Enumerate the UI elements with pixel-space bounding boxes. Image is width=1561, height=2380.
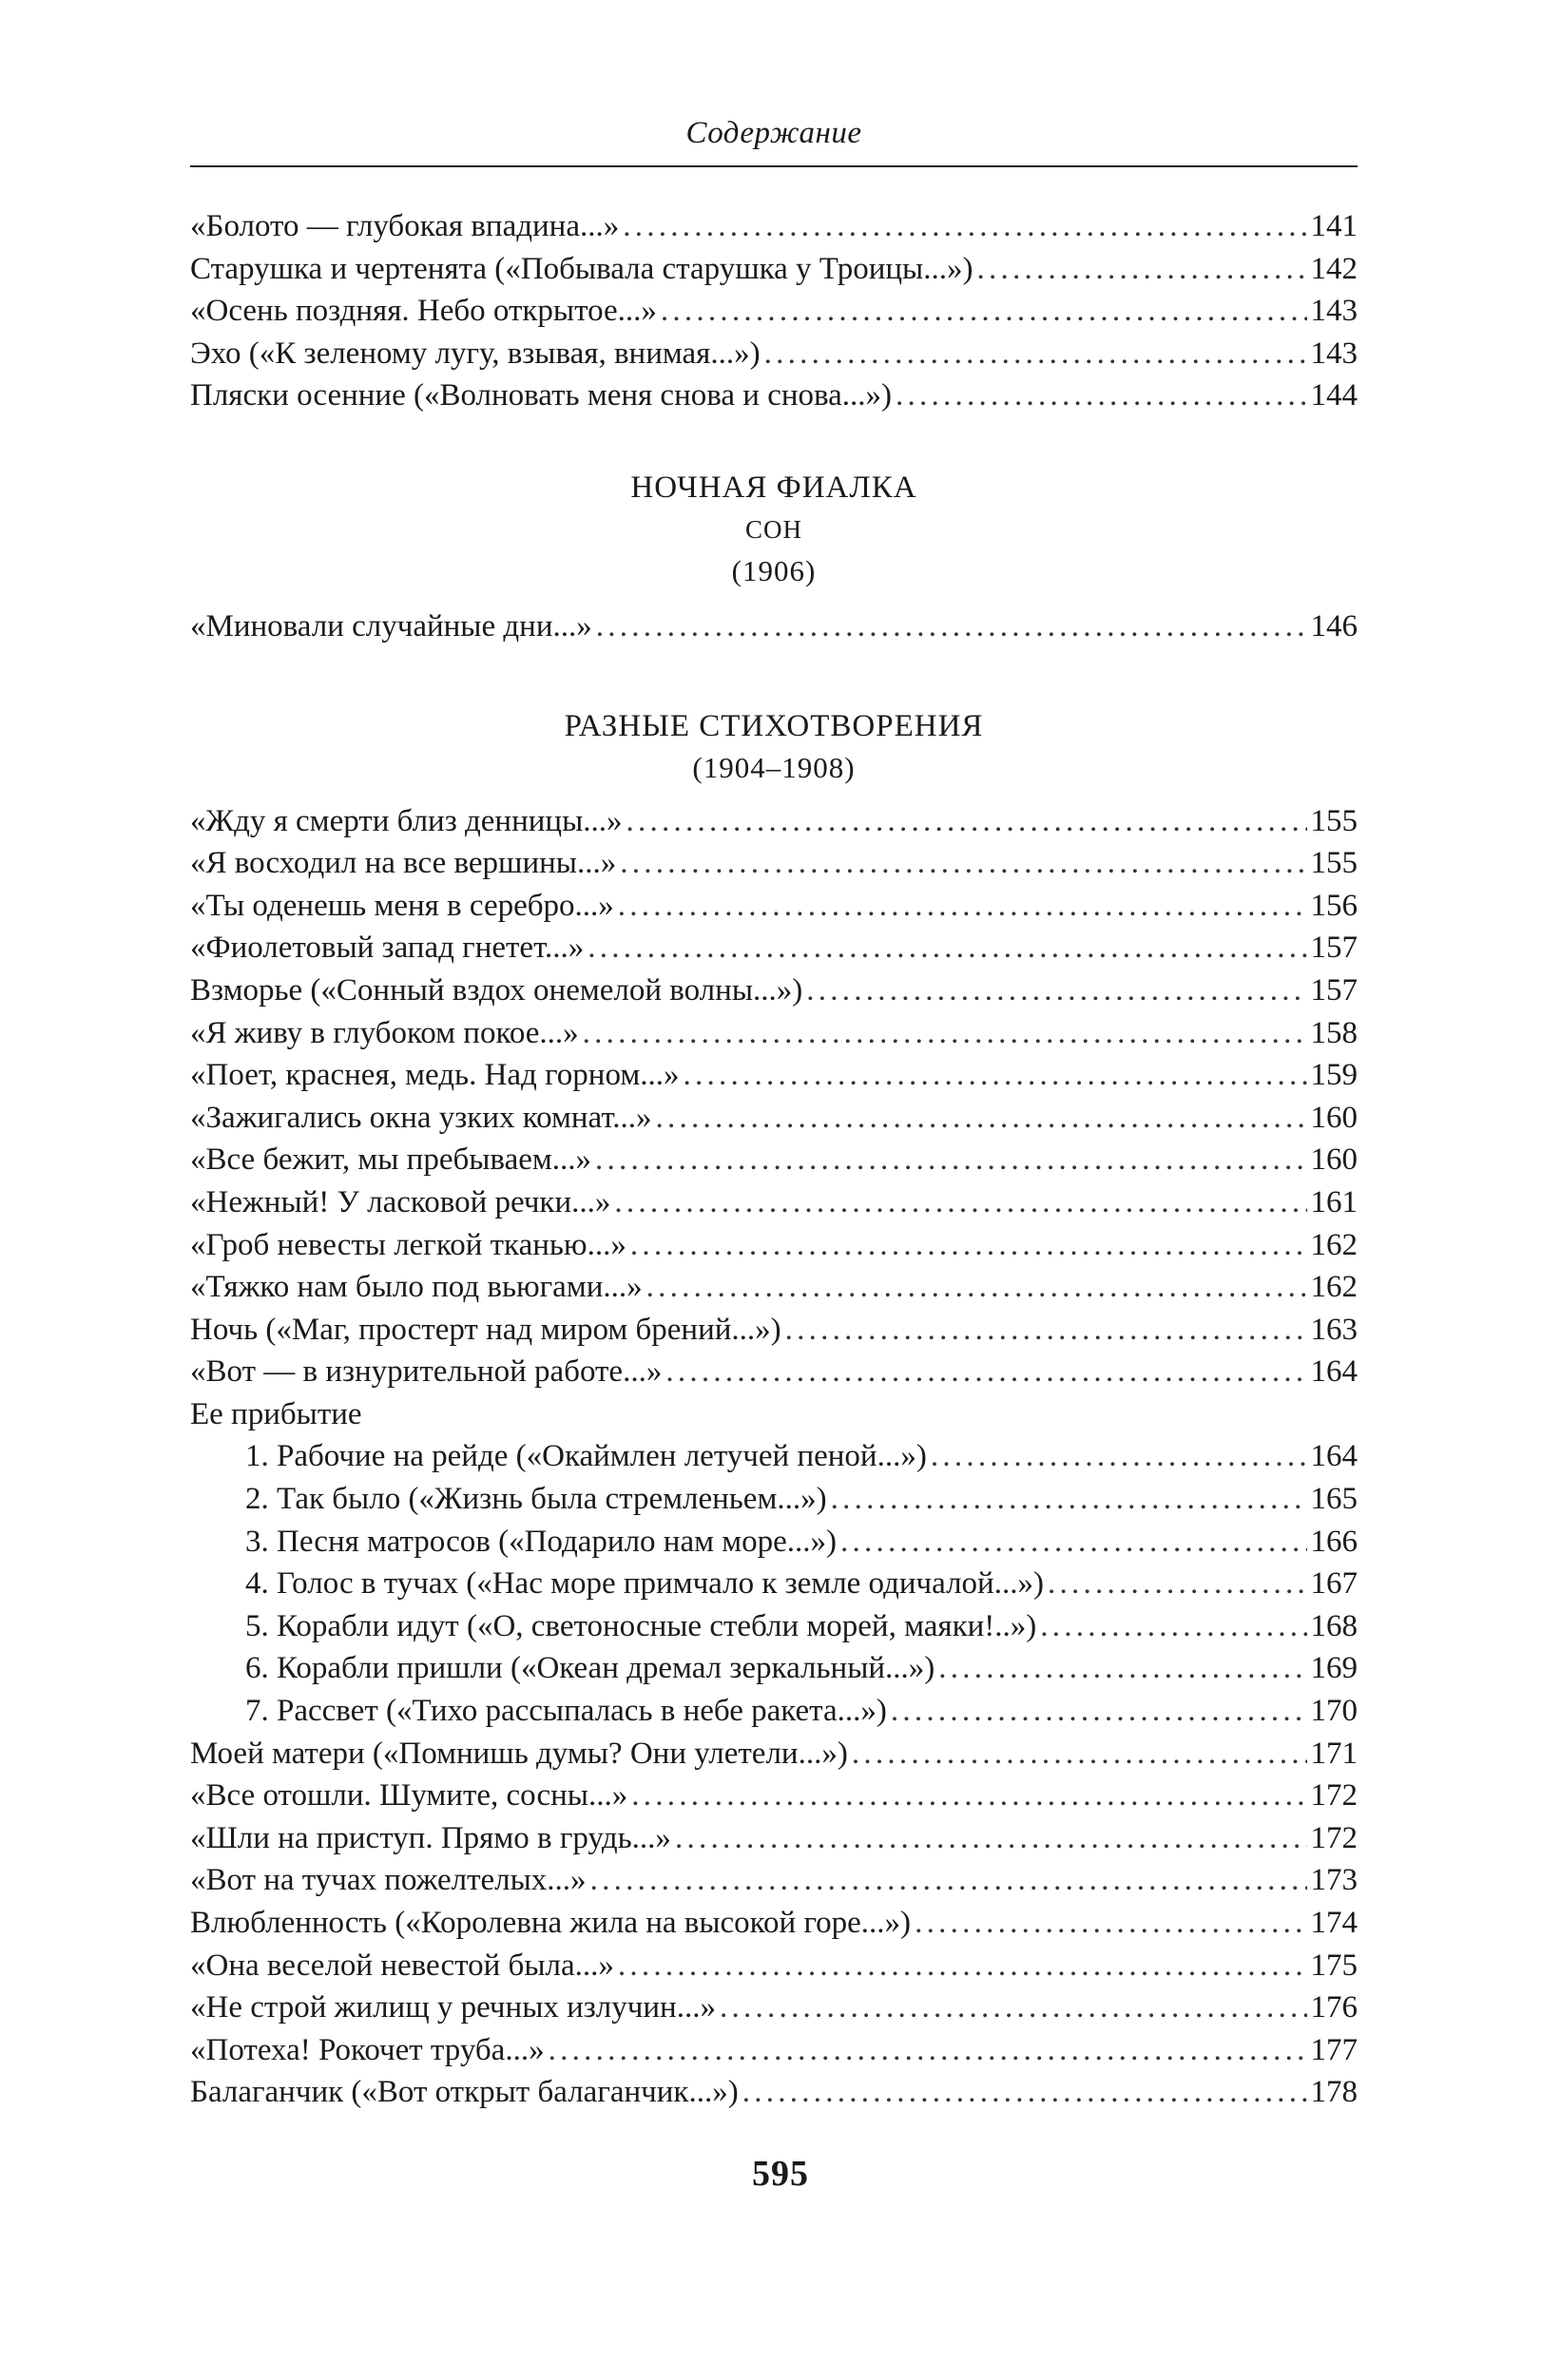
- dot-leader: [588, 927, 1306, 969]
- toc-group-2: [190, 605, 1358, 648]
- toc-entry: [190, 605, 1358, 648]
- dot-leader: [661, 290, 1307, 333]
- dot-leader: [831, 1478, 1307, 1521]
- toc-entry-title: 5. Корабли идут («О, светоносные стебли морей, маяки!..»): [245, 1608, 1037, 1643]
- toc-entry-title: «Тяжко нам было под вьюгами...»: [190, 1270, 643, 1305]
- toc-entry-title: 2. Так было («Жизнь была стремленьем...»): [245, 1482, 827, 1517]
- toc-entry-page: 158: [1310, 1015, 1358, 1050]
- dot-leader: [656, 1097, 1307, 1140]
- dot-leader: [683, 1054, 1306, 1097]
- toc-entry: [190, 333, 1358, 375]
- toc-entry-title: «Она веселой невестой была...»: [190, 1948, 614, 1983]
- section-year: (1906): [731, 553, 817, 587]
- toc-entry-page: 157: [1310, 931, 1358, 966]
- toc-entry: [190, 1478, 1358, 1521]
- toc-entry-page: 142: [1310, 251, 1358, 286]
- toc-entry-title: «Гроб невесты легкой тканью...»: [190, 1227, 626, 1262]
- toc-entry-page: 174: [1310, 1906, 1358, 1940]
- dot-leader: [630, 1224, 1307, 1267]
- toc-entry-page: 172: [1310, 1820, 1358, 1855]
- toc-entry-title: «Все бежит, мы пребываем...»: [190, 1142, 592, 1178]
- toc-entry-page: 144: [1310, 378, 1358, 413]
- toc-entry-page: 160: [1310, 1100, 1358, 1135]
- toc-entry-title: «Поет, краснея, медь. Над горном...»: [190, 1058, 680, 1093]
- toc-entry: [190, 1563, 1358, 1605]
- dot-leader: [626, 800, 1307, 843]
- toc-entry-page: 164: [1310, 1354, 1358, 1390]
- toc-entry-page: 157: [1310, 972, 1358, 1008]
- toc-entry-title: «Все отошли. Шумите, сосны...»: [190, 1778, 628, 1814]
- toc-entry-title: Моей матери («Помнишь думы? Они улетели...»): [190, 1736, 848, 1771]
- table-of-contents: [190, 205, 1358, 2114]
- dot-leader: [938, 1647, 1306, 1690]
- dot-leader: [896, 374, 1306, 417]
- dot-leader: [596, 605, 1307, 648]
- toc-entry: [190, 1945, 1358, 1987]
- dot-leader: [891, 1690, 1307, 1733]
- toc-entry-title: «Нежный! У ласковой речки...»: [190, 1184, 611, 1219]
- toc-entry-title: 1. Рабочие на рейде («Окаймлен летучей пеной...»): [245, 1439, 927, 1474]
- dot-leader: [618, 885, 1307, 928]
- dot-leader: [646, 1266, 1307, 1309]
- toc-entry: [190, 1097, 1358, 1140]
- dot-leader: [931, 1435, 1307, 1478]
- toc-entry: [190, 2071, 1358, 2114]
- toc-entry-title: Влюбленность («Королевна жила на высокой горе...»): [190, 1906, 912, 1940]
- toc-entry-title: Эхо («К зеленому лугу, взывая, внимая...»): [190, 336, 761, 371]
- toc-entry: [190, 927, 1358, 969]
- toc-entry-title: «Я живу в глубоком покое...»: [190, 1015, 579, 1050]
- toc-entry-page: 166: [1310, 1524, 1358, 1559]
- toc-entry-page: 143: [1310, 294, 1358, 329]
- toc-entry-page: 162: [1310, 1270, 1358, 1305]
- toc-entry: [190, 1647, 1358, 1690]
- toc-entry-page: 169: [1310, 1651, 1358, 1686]
- dot-leader: [1048, 1563, 1307, 1605]
- toc-entry-page: 164: [1310, 1439, 1358, 1474]
- toc-entry: [190, 205, 1358, 248]
- section-title-night-violet: НОЧНАЯ ФИАЛКА: [630, 470, 917, 505]
- toc-entry-title: 7. Рассвет («Тихо рассыпалась в небе ракета...»): [245, 1694, 887, 1729]
- toc-entry-title: «Не строй жилищ у речных излучин...»: [190, 1990, 716, 2025]
- dot-leader: [675, 1817, 1307, 1860]
- toc-entry: [190, 248, 1358, 291]
- toc-entry: [190, 1266, 1358, 1309]
- toc-entry-page: 175: [1310, 1948, 1358, 1983]
- toc-entry-title: «Шли на приступ. Прямо в грудь...»: [190, 1820, 671, 1855]
- toc-entry: [190, 1733, 1358, 1775]
- toc-entry: [190, 1521, 1358, 1564]
- toc-entry: [190, 1817, 1358, 1860]
- toc-entry: [190, 1054, 1358, 1097]
- toc-entry: [190, 374, 1358, 417]
- toc-entry: [190, 1775, 1358, 1817]
- toc-entry-page: 156: [1310, 888, 1358, 923]
- dot-leader: [720, 1987, 1307, 2029]
- toc-entry-page: 167: [1310, 1566, 1358, 1602]
- toc-entry: [190, 1012, 1358, 1055]
- toc-entry-page: 155: [1310, 803, 1358, 838]
- toc-entry-page: 170: [1310, 1694, 1358, 1729]
- toc-group-3: [190, 800, 1358, 2114]
- toc-entry-page: 177: [1310, 2032, 1358, 2067]
- toc-entry: [190, 969, 1358, 1012]
- toc-entry-title: «Зажигались окна узких комнат...»: [190, 1100, 652, 1135]
- toc-entry-title: Пляски осенние («Волновать меня снова и снова...»): [190, 378, 893, 413]
- toc-entry-title: «Потеха! Рокочет труба...»: [190, 2032, 545, 2067]
- dot-leader: [852, 1733, 1307, 1775]
- toc-entry: [190, 1351, 1358, 1393]
- toc-entry: [190, 1393, 1358, 1436]
- toc-entry-page: 141: [1310, 209, 1358, 243]
- toc-entry-page: 161: [1310, 1184, 1358, 1219]
- toc-entry-page: 165: [1310, 1482, 1358, 1517]
- running-head: Содержание: [190, 114, 1358, 167]
- dot-leader: [785, 1309, 1307, 1352]
- dot-leader: [840, 1521, 1306, 1564]
- dot-leader: [614, 1181, 1306, 1224]
- toc-entry-page: 146: [1310, 608, 1358, 643]
- dot-leader: [764, 333, 1307, 375]
- toc-entry-page: 159: [1310, 1058, 1358, 1093]
- toc-entry-title: 6. Корабли пришли («Океан дремал зеркальный...»): [245, 1651, 935, 1686]
- toc-entry-title: Ночь («Маг, простерт над миром брений...»): [190, 1312, 781, 1347]
- toc-entry-page: 143: [1310, 336, 1358, 371]
- book-page: [190, 114, 1358, 2114]
- toc-entry-page: 178: [1310, 2075, 1358, 2110]
- toc-entry-title: «Болото — глубокая впадина...»: [190, 209, 620, 243]
- toc-entry-title: Взморье («Сонный вздох онемелой волны...»): [190, 972, 803, 1008]
- toc-entry: [190, 842, 1358, 885]
- toc-entry-page: 162: [1310, 1227, 1358, 1262]
- toc-entry-title: «Осень поздняя. Небо открытое...»: [190, 294, 657, 329]
- page-number: 595: [752, 2154, 809, 2194]
- toc-entry: [190, 2029, 1358, 2072]
- dot-leader: [595, 1139, 1306, 1181]
- toc-entry-title: «Фиолетовый запад гнетет...»: [190, 931, 585, 966]
- dot-leader: [590, 1859, 1307, 1902]
- toc-entry: [190, 800, 1358, 843]
- dot-leader: [806, 969, 1306, 1012]
- toc-entry: [190, 885, 1358, 928]
- section-title-various-poems: РАЗНЫЕ СТИХОТВОРЕНИЯ: [564, 708, 984, 743]
- toc-entry-page: 176: [1310, 1990, 1358, 2025]
- toc-entry-page: 160: [1310, 1142, 1358, 1178]
- toc-entry-page: 173: [1310, 1863, 1358, 1898]
- toc-entry: [190, 1859, 1358, 1902]
- toc-entry: [190, 1309, 1358, 1352]
- toc-entry-title: «Я восходил на все вершины...»: [190, 846, 617, 881]
- toc-entry-page: 155: [1310, 846, 1358, 881]
- toc-entry-title: 3. Песня матросов («Подарило нам море...»): [245, 1524, 838, 1559]
- toc-entry-title: «Вот — в изнурительной работе...»: [190, 1354, 663, 1390]
- dot-leader: [631, 1775, 1306, 1817]
- toc-entry-page: 163: [1310, 1312, 1358, 1347]
- dot-leader: [742, 2071, 1307, 2114]
- dot-leader: [618, 1945, 1307, 1987]
- toc-entry: [190, 1605, 1358, 1648]
- toc-entry: [190, 290, 1358, 333]
- dot-leader: [976, 248, 1306, 291]
- toc-entry-title: «Ты оденешь меня в серебро...»: [190, 888, 614, 923]
- toc-entry: [190, 1987, 1358, 2029]
- toc-entry: [190, 1139, 1358, 1181]
- toc-group-1: [190, 205, 1358, 417]
- dot-leader: [549, 2029, 1307, 2072]
- toc-entry-page: 172: [1310, 1778, 1358, 1814]
- toc-entry-page: 168: [1310, 1608, 1358, 1643]
- toc-entry: [190, 1435, 1358, 1478]
- toc-entry-title: 4. Голос в тучах («Нас море примчало к земле одичалой...»): [245, 1566, 1044, 1602]
- toc-entry-title: Балаганчик («Вот открыт балаганчик...»): [190, 2075, 739, 2110]
- dot-leader: [665, 1351, 1306, 1393]
- section-subtitle: СОН: [744, 514, 802, 544]
- dot-leader: [1040, 1605, 1306, 1648]
- toc-entry: [190, 1224, 1358, 1267]
- toc-entry-title: «Жду я смерти близ денницы...»: [190, 803, 623, 838]
- toc-entry: [190, 1690, 1358, 1733]
- section-year: (1904–1908): [692, 750, 856, 784]
- toc-entry-title: Старушка и чертенята («Побывала старушка у Троицы...»): [190, 251, 973, 286]
- toc-entry: [190, 1181, 1358, 1224]
- toc-entry: [190, 1902, 1358, 1945]
- toc-entry-title: «Миновали случайные дни...»: [190, 608, 592, 643]
- dot-leader: [623, 205, 1306, 248]
- toc-entry-title: «Вот на тучах пожелтелых...»: [190, 1863, 587, 1898]
- dot-leader: [620, 842, 1306, 885]
- toc-entry-page: 171: [1310, 1736, 1358, 1771]
- dot-leader: [915, 1902, 1306, 1945]
- dot-leader: [583, 1012, 1307, 1055]
- toc-entry-title: Ее прибытие: [190, 1396, 362, 1431]
